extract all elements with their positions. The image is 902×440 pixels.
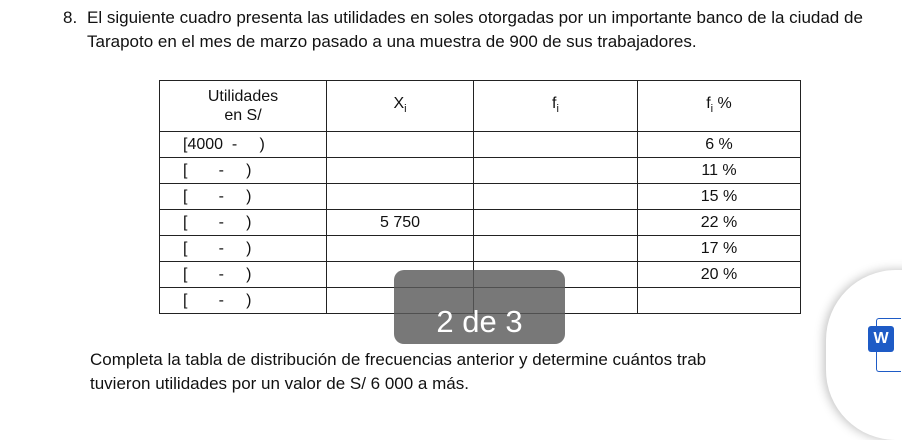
word-icon[interactable]: W xyxy=(868,326,894,352)
followup-instructions xyxy=(90,348,850,396)
cell-fi-percent: 20 % xyxy=(638,262,801,288)
table-row xyxy=(160,132,801,158)
header-fipct-suffix: % xyxy=(713,94,732,112)
cell-fi-percent xyxy=(638,288,801,314)
table-row xyxy=(160,158,801,184)
header-fi-sub: i xyxy=(556,102,559,115)
header-utilidades-line2: en S/ xyxy=(224,107,262,124)
cell-xi: 5 750 xyxy=(327,210,474,236)
cell-fi-percent: 22 % xyxy=(638,210,801,236)
page-indicator: 2 de 3 xyxy=(394,270,565,344)
cell-fi xyxy=(474,210,638,236)
interval-text: [ - ) xyxy=(183,161,252,179)
cell-xi xyxy=(327,132,474,158)
table-header-row xyxy=(160,81,801,132)
header-fi xyxy=(474,81,638,132)
cell-interval xyxy=(160,262,327,288)
cell-xi xyxy=(327,158,474,184)
cell-fi xyxy=(474,158,638,184)
interval-text: [ - ) xyxy=(183,213,252,231)
table-row xyxy=(160,210,801,236)
header-fipct-sub: i xyxy=(710,102,714,115)
header-utilidades xyxy=(160,81,327,132)
cell-fi-percent: 6 % xyxy=(638,132,801,158)
cell-interval xyxy=(160,236,327,262)
header-fipct-base: f xyxy=(706,94,711,112)
cell-fi xyxy=(474,236,638,262)
table-row xyxy=(160,236,801,262)
cell-interval xyxy=(160,158,327,184)
followup-line2: tuvieron utilidades por un valor de S/ 6 000 a más. xyxy=(90,374,469,393)
cell-fi-percent: 11 % xyxy=(638,158,801,184)
cell-interval xyxy=(160,210,327,236)
interval-text: [ - ) xyxy=(183,265,252,283)
cell-fi-percent: 17 % xyxy=(638,236,801,262)
cell-xi xyxy=(327,184,474,210)
cell-xi xyxy=(327,236,474,262)
cell-interval xyxy=(160,132,327,158)
question-number: 8. xyxy=(63,8,78,27)
cell-fi xyxy=(474,132,638,158)
cell-interval xyxy=(160,184,327,210)
header-fi-base: f xyxy=(552,94,557,112)
question-text: El siguiente cuadro presenta las utilidades en soles otorgadas por un importante banco de la ciudad de Tarapoto en el mes de marzo pasado a una muestra de 900 de sus trabajadores. xyxy=(87,8,863,51)
header-xi-base: X xyxy=(393,94,405,112)
header-utilidades-line1: Utilidades xyxy=(207,88,279,105)
interval-text: [4000 - ) xyxy=(183,135,265,153)
cell-fi-percent: 15 % xyxy=(638,184,801,210)
interval-text: [ - ) xyxy=(183,291,252,309)
interval-text: [ - ) xyxy=(183,187,252,205)
interval-text: [ - ) xyxy=(183,239,252,257)
header-xi-sub: i xyxy=(404,102,407,115)
header-fi-percent xyxy=(638,81,801,132)
table-row xyxy=(160,184,801,210)
followup-line1: Completa la tabla de distribución de frecuencias anterior y determine cuántos trab xyxy=(90,350,707,369)
cell-interval xyxy=(160,288,327,314)
header-xi xyxy=(327,81,474,132)
question-block xyxy=(63,6,893,54)
cell-fi xyxy=(474,184,638,210)
